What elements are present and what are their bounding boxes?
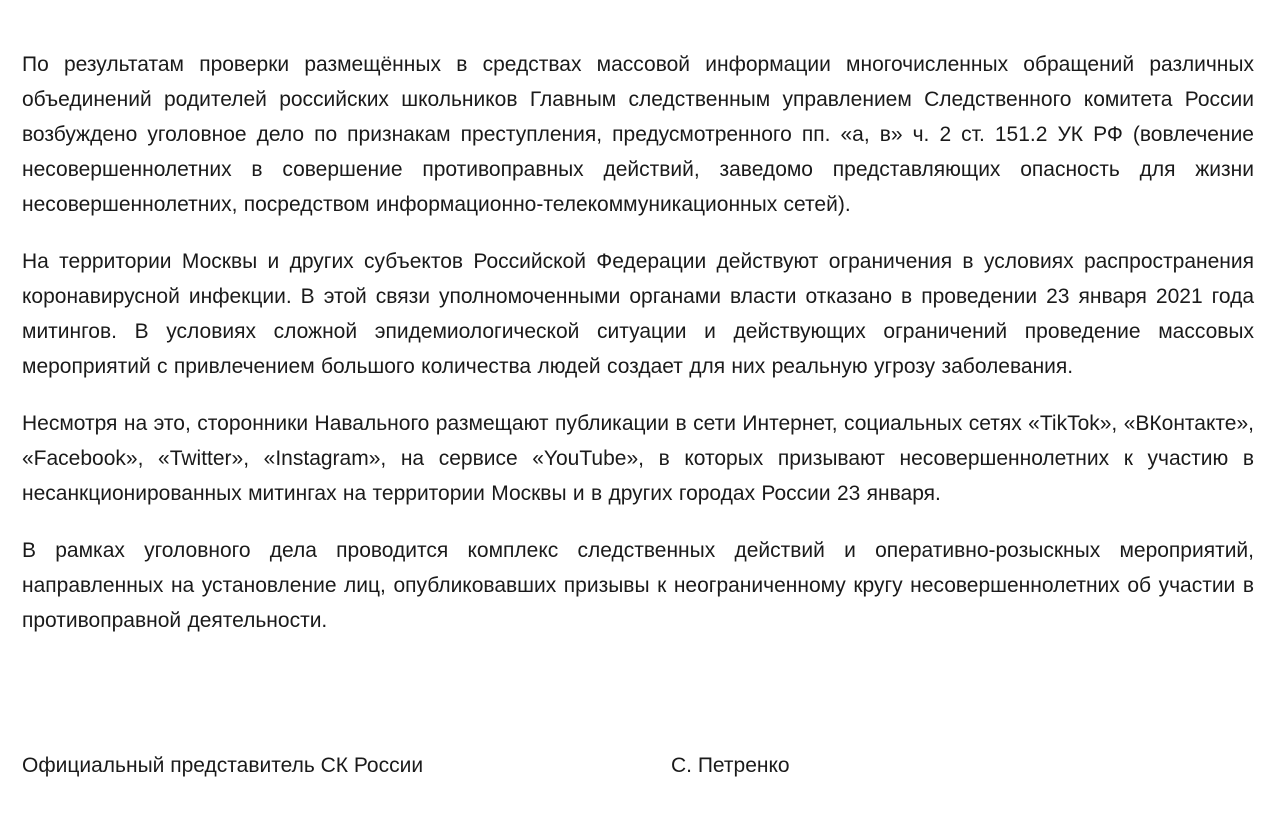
paragraph-3: Несмотря на это, сторонники Навального размещают публикации в сети Интернет, социальных сетях «TikTok», «ВКонтакте», «Facebook», «Twitter», «Instagram», на сервисе «YouTube», в которых призывают несовершеннолетних к участию в несанкционированных митингах на территории Москвы и в других городах России 23 января.: [22, 412, 1254, 505]
paragraph-1: По результатам проверки размещённых в средствах массовой информации многочисленных обращений различных объединений родителей российских школьников Главным следственным управлением Следственного комитета России возбуждено уголовное дело по признакам преступления, предусмотренного пп. «а, в» ч. 2 ст. 151.2 УК РФ (вовлечение несовершеннолетних в совершение противоправных действий, заведомо представляющих опасность для жизни несовершеннолетних, посредством информационно-телекоммуникационных сетей).: [22, 53, 1254, 216]
signatory-name: С. Петренко: [671, 754, 790, 777]
signatory-role: Официальный представитель СК России: [22, 754, 424, 777]
document-body: [22, 47, 1254, 660]
paragraph-4: В рамках уголовного дела проводится комплекс следственных действий и оперативно-розыскных мероприятий, направленных на установление лиц, опубликовавших призывы к неограниченному кругу несовершеннолетних об участии в противоправной деятельности.: [22, 539, 1254, 632]
paragraph-2: На территории Москвы и других субъектов Российской Федерации действуют ограничения в условиях распространения коронавирусной инфекции. В этой связи уполномоченными органами власти отказано в проведении 23 января 2021 года митингов. В условиях сложной эпидемиологической ситуации и действующих ограничений проведение массовых мероприятий с привлечением большого количества людей создает для них реальную угрозу заболевания.: [22, 250, 1254, 378]
signature-block: [22, 748, 1254, 783]
